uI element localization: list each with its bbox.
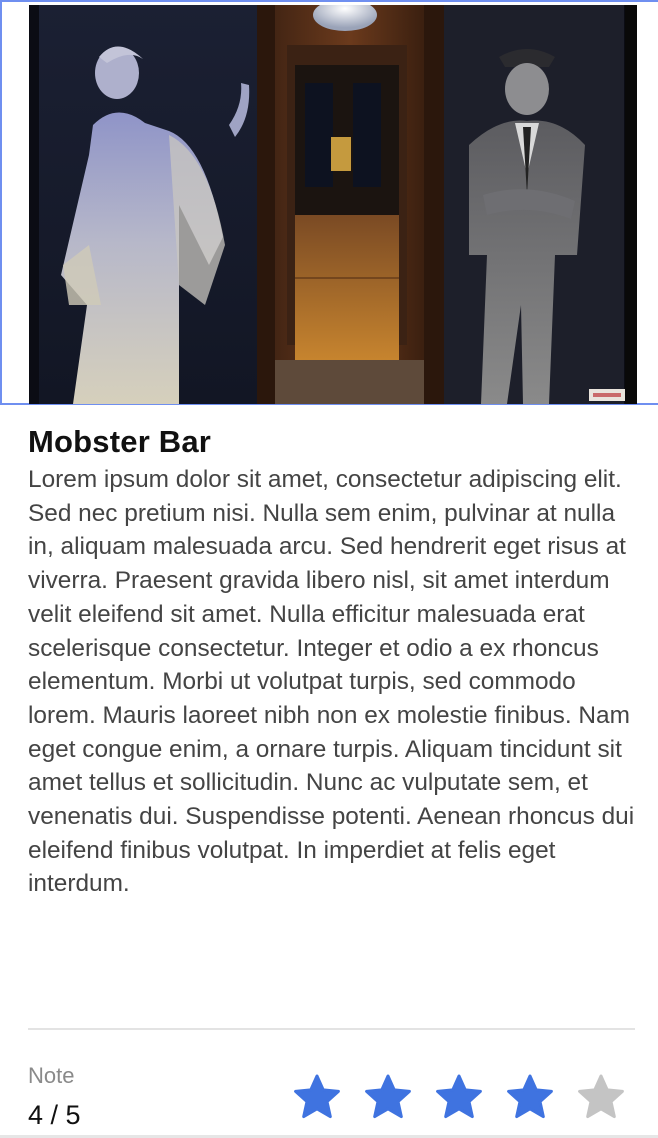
rating-label: Note [28,1063,75,1088]
star-icon[interactable] [576,1073,626,1121]
star-icon[interactable] [434,1073,484,1121]
star-icon[interactable] [292,1073,342,1121]
rating-value: 4 / 5 [28,1100,81,1130]
star-icon[interactable] [363,1073,413,1121]
star-rating [292,1073,626,1123]
divider [28,1028,635,1030]
photo-illustration [29,5,637,404]
photo-frame [0,0,658,405]
place-photo[interactable] [29,5,637,404]
place-title: Mobster Bar [28,424,212,459]
star-icon[interactable] [505,1073,555,1121]
place-description: Lorem ipsum dolor sit amet, consectetur adipiscing elit. Sed nec pretium nisi. Nulla sem enim, pulvinar at nulla in, aliquam malesuada arcu. Sed hendrerit eget risus at viverra. Praesent gravida libero nisl, sit amet interdum velit eleifend sit amet. Nulla efficitur malesuada erat scelerisque consectetur. Integer et odio a ex rhoncus elementum. Morbi ut volutpat turpis, sed commodo lorem. Mauris laoreet nibh non ex molestie finibus. Nam eget congue enim, a ornare turpis. Aliquam tincidunt sit amet tellus et sollicitudin. Nunc ac vulputate sem, et venenatis dui. Suspendisse potenti. Aenean rhoncus dui eleifend finibus volutpat. In imperdiet at felis eget interdum. [28,466,635,898]
